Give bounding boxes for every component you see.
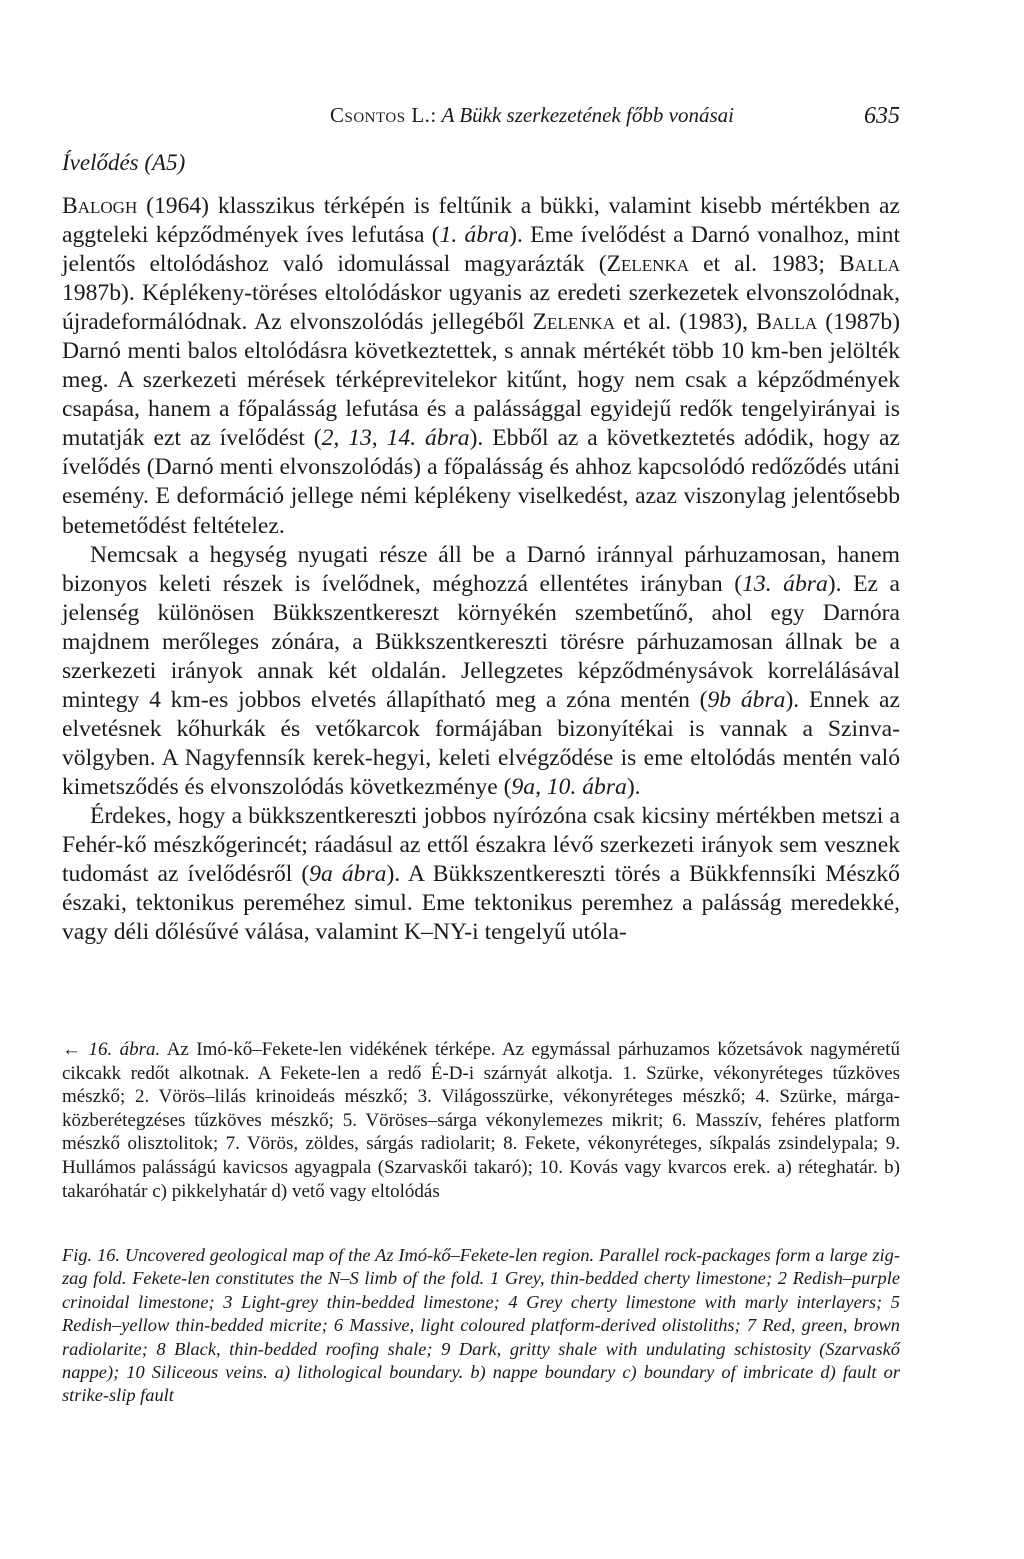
figure-caption-label: ← 16. ábra. bbox=[62, 1039, 161, 1060]
running-head-author: Csontos L.: bbox=[330, 103, 437, 127]
paragraph-text: et al. (1983), bbox=[615, 309, 757, 336]
figure-caption-text: Az Imó-kő–Fekete-len vidékének térképe. Az egymással párhuzamos kőzetsávok nagyméretű cikcakk redőt alkotnak. A Fekete-len a redő É-D-i szárnyát alkotja. 1. Szürke, vékonyréteges tűzköves mészkő; 2. Vörös–lilás krinoideás mészkő; 3. Világosszürke, vékonyréteges mészkő; 4. Szürke, márga-közberétegzéses tűzköves mészkő; 5. Vöröses–sárga vékonylemezes mikrit; 6. Masszív, fehéres platform mészkő olisztolitok; 7. Vörös, zöldes, sárgás radiolarit; 8. Fekete, vékonyréteges, síkpalás zsindelypala; 9. Hullámos palásságú kavicsos agyagpala (Szarvaskői takaró); 10. Kovás vagy kvarcos erek. a) réteghatár. b) takaróhatár c) pikkelyhatár d) vető vagy eltolódás bbox=[62, 1039, 900, 1202]
paragraph-2 bbox=[62, 541, 900, 802]
figure-reference: 2, 13, 14. ábra bbox=[321, 425, 470, 452]
running-title bbox=[330, 103, 734, 128]
paragraph-text: Nemcsak a hegység nyugati része áll be a Darnó iránnyal párhuzamosan, hanem bizonyos keleti részek is ívelődnek, méghozzá ellentétes irányban ( bbox=[62, 541, 900, 597]
paragraph-text: (1987b) Darnó menti balos eltolódásra következtettek, s annak mértékét több 10 km-ben jelölték meg. A szerkezeti mérések térképrevitelekor kitűnt, hogy nem csak a képződmények csapása, hanem a főpalásság lefutása és a palássággal egyidejű redők tengelyirányai is mutatják ezt az ívelődést ( bbox=[62, 309, 900, 452]
running-head bbox=[62, 103, 900, 133]
author-citation: Zelenka bbox=[606, 251, 690, 278]
paragraph-text: 1987b). Képlékeny-töréses eltolódáskor ugyanis az eredeti szerkezetek elvonszolódnak, újradeformálódnak. Az elvonszolódás jellegéből bbox=[62, 280, 900, 336]
figure-caption-english: Fig. 16. Uncovered geological map of the Az Imó-kő–Fekete-len region. Parallel rock-packages form a large zig-zag fold. Fekete-len constitutes the N–S limb of the fold. 1 Grey, thin-bedded cherty limestone; 2 Redish–purple crinoidal limestone; 3 Light-grey thin-bedded limestone; 4 Grey cherty limestone with marly interlayers; 5 Redish–yellow thin-bedded micrite; 6 Massive, light coloured platform-derived olistoliths; 7 Red, green, brown radiolarite; 8 Black, thin-bedded roofing shale; 9 Dark, gritty shale with undulating schistosity (Szarvaskő nappe); 10 Siliceous veins. a) lithological boundary. b) nappe boundary c) boundary of imbricate d) fault or strike-slip fault bbox=[62, 1245, 900, 1406]
paragraph-text: ). Ez a jelenség különösen Bükkszentkereszt környékén szembetűnő, ahol egy Darnóra majdnem merőleges zónára, a Bükkszentkereszti törésre párhuzamosan állnak be a szerkezeti irányok annak két oldalán. Jellegzetes képződménysávok korrelálásával mintegy 4 km-es jobbos elvetés állapítható meg a zóna mentén ( bbox=[62, 570, 900, 713]
figure-reference: 13. ábra bbox=[742, 570, 828, 597]
paragraph-text: ). Ebből az a következtetés adódik, hogy az ívelődés (Darnó menti elvonszolódás) a főpalásság és ahhoz kapcsolódó redőződés utáni esemény. E deformáció jellege némi képlékeny viselkedést, azaz viszonylag jelentősebb betemetődést feltételez. bbox=[62, 425, 900, 539]
paragraph-text: Érdekes, hogy a bükkszentkereszti jobbos nyírózóna csak kicsiny mértékben metszi a Fehér-kő mészkőgerincét; ráadásul az ettől északra lévő szerkezeti irányok sem vesznek tudomást az ívelődésről ( bbox=[62, 802, 900, 888]
author-citation: Balogh bbox=[62, 193, 138, 219]
paragraph-text: ). bbox=[626, 773, 641, 800]
author-citation: Balla bbox=[838, 251, 900, 278]
figure-reference: 9a ábra bbox=[309, 861, 387, 888]
paragraph-1 bbox=[62, 192, 900, 541]
paragraph-text: ). Ennek az elvetésnek kőhurkák és vetőkarcok formájában bizonyítékai is vannak a Szinva-völgyben. A Nagyfennsík kerek-hegyi, keleti elvégződése is eme eltolódás mentén való kimetsződés és elvonszolódás következménye ( bbox=[62, 686, 900, 800]
paragraph-3 bbox=[62, 802, 900, 947]
paragraph-text: ). Eme ívelődést a Darnó vonalhoz, mint jelentős eltolódáshoz való idomulással magyarázták ( bbox=[62, 222, 901, 278]
figure-reference: 9a, 10. ábra bbox=[511, 773, 627, 800]
body-text bbox=[62, 192, 900, 947]
paragraph-text: ). A Bükkszentkereszti törés a Bükkfennsíki Mészkő északi, tektonikus pereméhez simul. Eme tektonikus peremhez a palásság meredekké, vagy déli dőlésűvé válása, valamint K–NY-i tengelyű utóla- bbox=[62, 861, 900, 946]
page-number: 635 bbox=[864, 103, 900, 129]
figure-caption-hungarian bbox=[62, 1038, 900, 1203]
running-head-title: A Bükk szerkezetének főbb vonásai bbox=[441, 103, 734, 127]
figure-reference: 1. ábra bbox=[439, 222, 510, 249]
section-heading: Ívelődés (A5) bbox=[62, 150, 186, 175]
author-citation: Zelenka bbox=[532, 309, 616, 336]
author-citation: Balla bbox=[756, 309, 818, 336]
paragraph-text: et al. 1983; bbox=[689, 251, 839, 278]
paragraph-text: (1964) klasszikus térképén is feltűnik a bükki, valamint kisebb mértékben az aggteleki képződmények íves lefutása ( bbox=[62, 193, 900, 249]
figure-reference: 9b ábra bbox=[707, 686, 786, 713]
